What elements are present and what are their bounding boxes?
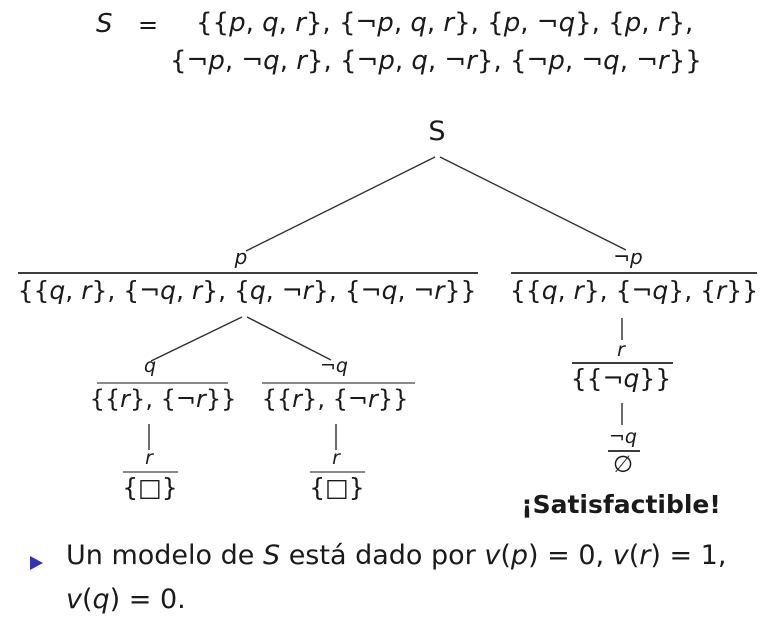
satisfiable-verdict: ¡Satisfactible! xyxy=(521,490,721,519)
edge-root-to-p xyxy=(246,157,435,251)
formula-clauses-line-1: {{p, q, r}, {¬p, q, r}, {p, ¬q}, {p, r}, xyxy=(196,8,694,38)
rule-line-p xyxy=(18,272,478,274)
bullet-space xyxy=(604,540,613,571)
clause-set-q: {{r}, {¬r}} xyxy=(89,385,237,413)
empty-clause-box-right: {□} xyxy=(309,473,365,502)
rule-line-not-q xyxy=(262,382,415,384)
equals-sign: = xyxy=(138,11,159,39)
clause-set-r: {{¬q}} xyxy=(570,364,672,393)
formula-lhs: S xyxy=(96,9,113,39)
edge-root-to-not-p xyxy=(440,157,626,250)
unit-literal-not-q-r: r xyxy=(332,447,340,469)
clause-set-not-q: {{r}, {¬r}} xyxy=(261,385,409,413)
edge-p-to-not-q xyxy=(247,317,331,360)
branch-literal-q: q xyxy=(143,355,157,377)
rule-line-q xyxy=(97,382,228,384)
bullet-text-mid: está dado por xyxy=(280,540,485,571)
bullet-set-name: S xyxy=(262,540,281,571)
branch-literal-not-q: ¬q xyxy=(320,355,348,377)
bullet-line-1 xyxy=(66,540,726,571)
empty-set-symbol: ∅ xyxy=(612,452,634,478)
unit-literal-r: r xyxy=(617,339,625,361)
bullet-valuation-p: v(p) = 0, xyxy=(484,540,605,571)
bullet-triangle-icon xyxy=(30,556,43,570)
bullet-valuation-r: v(r) = 1, xyxy=(612,540,727,571)
clause-set-p: {{q, r}, {¬q, r}, {q, ¬r}, {¬q, ¬r}} xyxy=(17,276,477,305)
unit-literal-q-r: r xyxy=(145,447,153,469)
formula-clauses-line-2: {¬p, ¬q, r}, {¬p, q, ¬r}, {¬p, ¬q, ¬r}} xyxy=(170,46,702,76)
rule-line-not-p xyxy=(511,272,757,274)
branch-literal-not-p: ¬p xyxy=(613,245,643,269)
branch-literal-p: p xyxy=(234,245,248,269)
edge-p-to-q xyxy=(151,317,242,361)
bullet-text-pre: Un modelo de xyxy=(66,540,263,571)
bullet-line-2-valuation-q: v(q) = 0. xyxy=(66,584,186,615)
unit-literal-not-q-2: ¬q xyxy=(609,426,637,448)
clause-set-not-p: {{q, r}, {¬q}, {r}} xyxy=(509,276,759,305)
empty-clause-box-left: {□} xyxy=(122,473,178,502)
tree-root-label: S xyxy=(428,116,446,147)
